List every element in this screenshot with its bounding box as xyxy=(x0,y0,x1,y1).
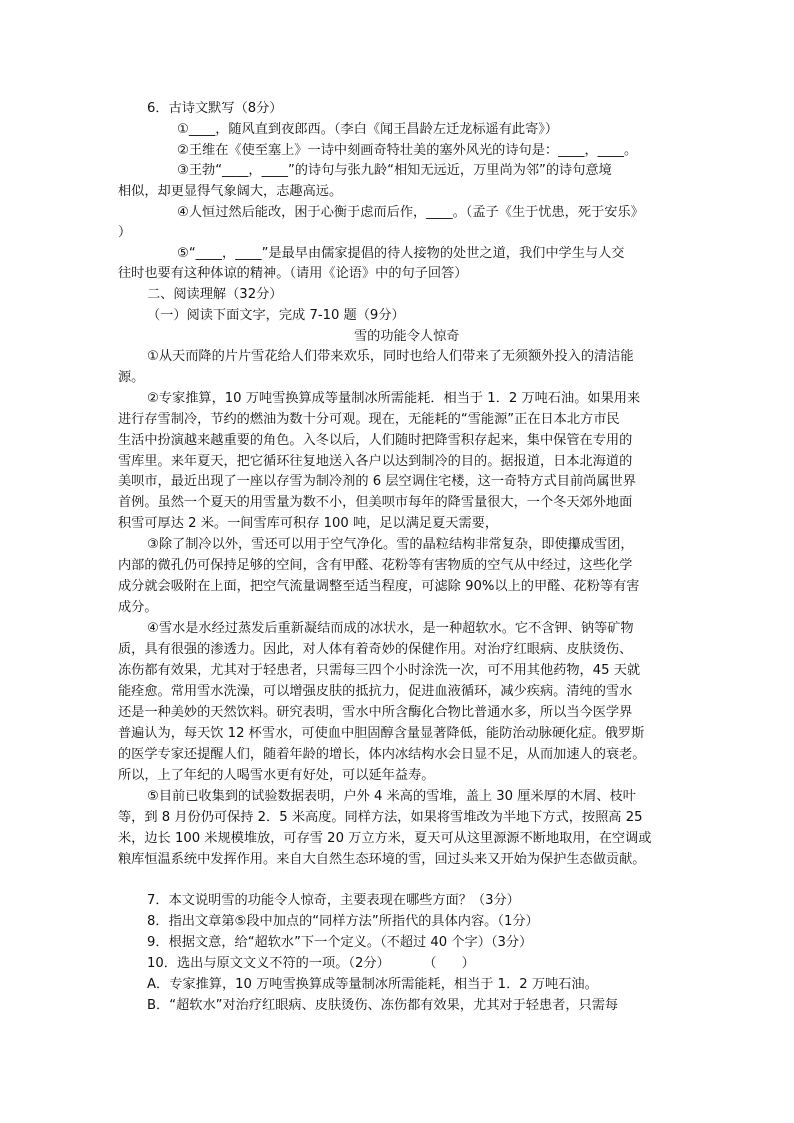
question-6-item-5-cont: 往时也要有这种体谅的精神。（请用《论语》中的句子回答） xyxy=(118,266,468,281)
paragraph-line: 等，到 8 月份仍可保持 2．5 米高度。同样方法，如果将雪堆改为半地下方式，按照高 25 xyxy=(118,810,643,825)
question-6-item-4-cont: ） xyxy=(118,225,132,240)
paragraph-line: ③除了制冷以外，雪还可以用于空气净化。雪的晶粒结构非常复杂，即使攥成雪团， xyxy=(147,537,634,552)
question-6-item-4: ④人恒过然后能改，困于心衡于虑而后作，____。（孟子《生于忧患，死于安乐》 xyxy=(177,205,644,220)
paragraph-line: 成分就会吸附在上面，把空气流量调整至适当程度，可滤除 90%以上的甲醛、花粉等有害 xyxy=(118,579,640,594)
section-2-subheading: （一）阅读下面文字，完成 7-10 题（9分） xyxy=(147,308,405,323)
paragraph-line: ②专家推算，10 万吨雪换算成等量制冰所需能耗．相当于 1．2 万吨石油。如果用来 xyxy=(147,391,641,406)
question-6-item-5: ⑤“____，____”是最早由儒家提倡的待人接物的处世之道，我们中学生与人交 xyxy=(177,246,625,261)
paragraph-line: 成分。 xyxy=(118,600,158,615)
paragraph-line: 所以，上了年纪的人喝雪水更有好处，可以延年益寿。 xyxy=(118,768,435,783)
paragraph-line: ④雪水是水经过蒸发后重新凝结而成的冰状水，是一种超软水。它不含钾、钠等矿物 xyxy=(147,621,634,636)
question-6-heading: 6．古诗文默写（8分） xyxy=(147,101,283,116)
question-7: 7．本文说明雪的功能令人惊奇，主要表现在哪些方面？（3分） xyxy=(147,893,520,908)
paragraph-line: 普遍认为，每天饮 12 杯雪水，可使血中胆固醇含量显著降低，能防治动脉硬化症。俄罗斯 xyxy=(118,726,645,741)
question-6-item-3-cont: 相似，却更显得气象阔大，志趣高远。 xyxy=(118,184,343,199)
section-2-heading: 二、阅读理解（32分） xyxy=(147,287,283,302)
paragraph-line: ⑤目前已收集到的试验数据表明，户外 4 米高的雪堆，盖上 30 厘米厚的木屑、枝叶 xyxy=(147,789,636,804)
question-6-item-2: ②王维在《使至塞上》一诗中刻画奇特壮美的塞外风光的诗句是：____，____。 xyxy=(177,143,638,158)
paragraph-line: 内部的微孔仍可保持足够的空间，含有甲醛、花粉等有害物质的空气从中经过，这些化学 xyxy=(118,558,633,573)
paragraph-line: 雪库里。来年夏天，把它循环往复地送入各户以达到制冷的目的。据报道，日本北海道的 xyxy=(118,454,633,469)
question-10: 10．选出与原文文义不符的一项。（2分） （ ） xyxy=(147,956,475,971)
question-9: 9．根据文意，给“超软水”下一个定义。（不超过 40 个字）（3分） xyxy=(147,935,533,950)
paragraph-line: 美呗市，最近出现了一座以存雪为制冷剂的 6 层空调住宅楼，这一奇特方式目前尚属世界 xyxy=(118,474,636,489)
paragraph-line: 积雪可厚达 2 米。一间雪库可积存 100 吨，足以满足夏天需要， xyxy=(118,516,499,531)
question-6-item-3: ③王勃“____，____”的诗句与张九龄“相知无远近，万里尚为邻”的诗句意境 xyxy=(177,163,612,178)
paragraph-line: 的医学专家还提醒人们，随着年龄的增长，体内冰结构水会日显不足，从而加速人的衰老。 xyxy=(118,747,646,762)
paragraph-line: 质，具有很强的渗透力。因此，对人体有着奇妙的保健作用。对治疗红眼病、皮肤烫伤、 xyxy=(118,642,633,657)
article-title: 雪的功能令人惊奇 xyxy=(354,329,460,344)
paragraph-line: 冻伤都有效果，尤其对于轻患者，只需每三四个小时涂洗一次，可不用其他药物，45 天就 xyxy=(118,663,641,678)
paragraph-line: 米，边长 100 米规模堆放，可存雪 20 万立方米，夏天可从这里源源不断地取用，在空调或 xyxy=(118,831,652,846)
paragraph-line: 粮库恒温系统中发挥作用。来自大自然生态环境的雪，回过头来又开始为保护生态做贡献。 xyxy=(118,852,646,867)
paragraph-line: 还是一种美妙的天然饮料。研究表明，雪水中所含酶化合物比普通水多，所以当今医学界 xyxy=(118,705,633,720)
paragraph-line: ①从天而降的片片雪花给人们带来欢乐，同时也给人们带来了无须额外投入的清洁能 xyxy=(147,349,634,364)
paragraph-line: 源。 xyxy=(118,370,145,385)
paragraph-line: 生活中扮演越来越重要的角色。入冬以后，人们随时把降雪积存起来，集中保管在专用的 xyxy=(118,433,633,448)
option-a: A．专家推算，10 万吨雪换算成等量制冰所需能耗，相当于 1．2 万吨石油。 xyxy=(147,977,598,992)
option-b: B．“超软水”对治疗红眼病、皮肤烫伤、冻伤都有效果，尤其对于轻患者，只需每 xyxy=(147,998,619,1013)
question-8: 8．指出文章第⑤段中加点的“同样方法”所指代的具体内容。（1分） xyxy=(147,914,539,929)
paragraph-line: 能痊愈。常用雪水洗澡，可以增强皮肤的抵抗力，促进血液循环，减少疾病。清纯的雪水 xyxy=(118,684,633,699)
paragraph-line: 进行存雪制冷，节约的燃油为数十分可观。现在，无能耗的“雪能源”正在日本北方市民 xyxy=(118,412,620,427)
question-6-item-1: ①____，随风直到夜郎西。（李白《闻王昌龄左迁龙标遥有此寄》） xyxy=(177,122,559,137)
paragraph-line: 首例。虽然一个夏天的用雪量为数不小，但美呗市每年的降雪量很大，一个冬天郊外地面 xyxy=(118,495,633,510)
